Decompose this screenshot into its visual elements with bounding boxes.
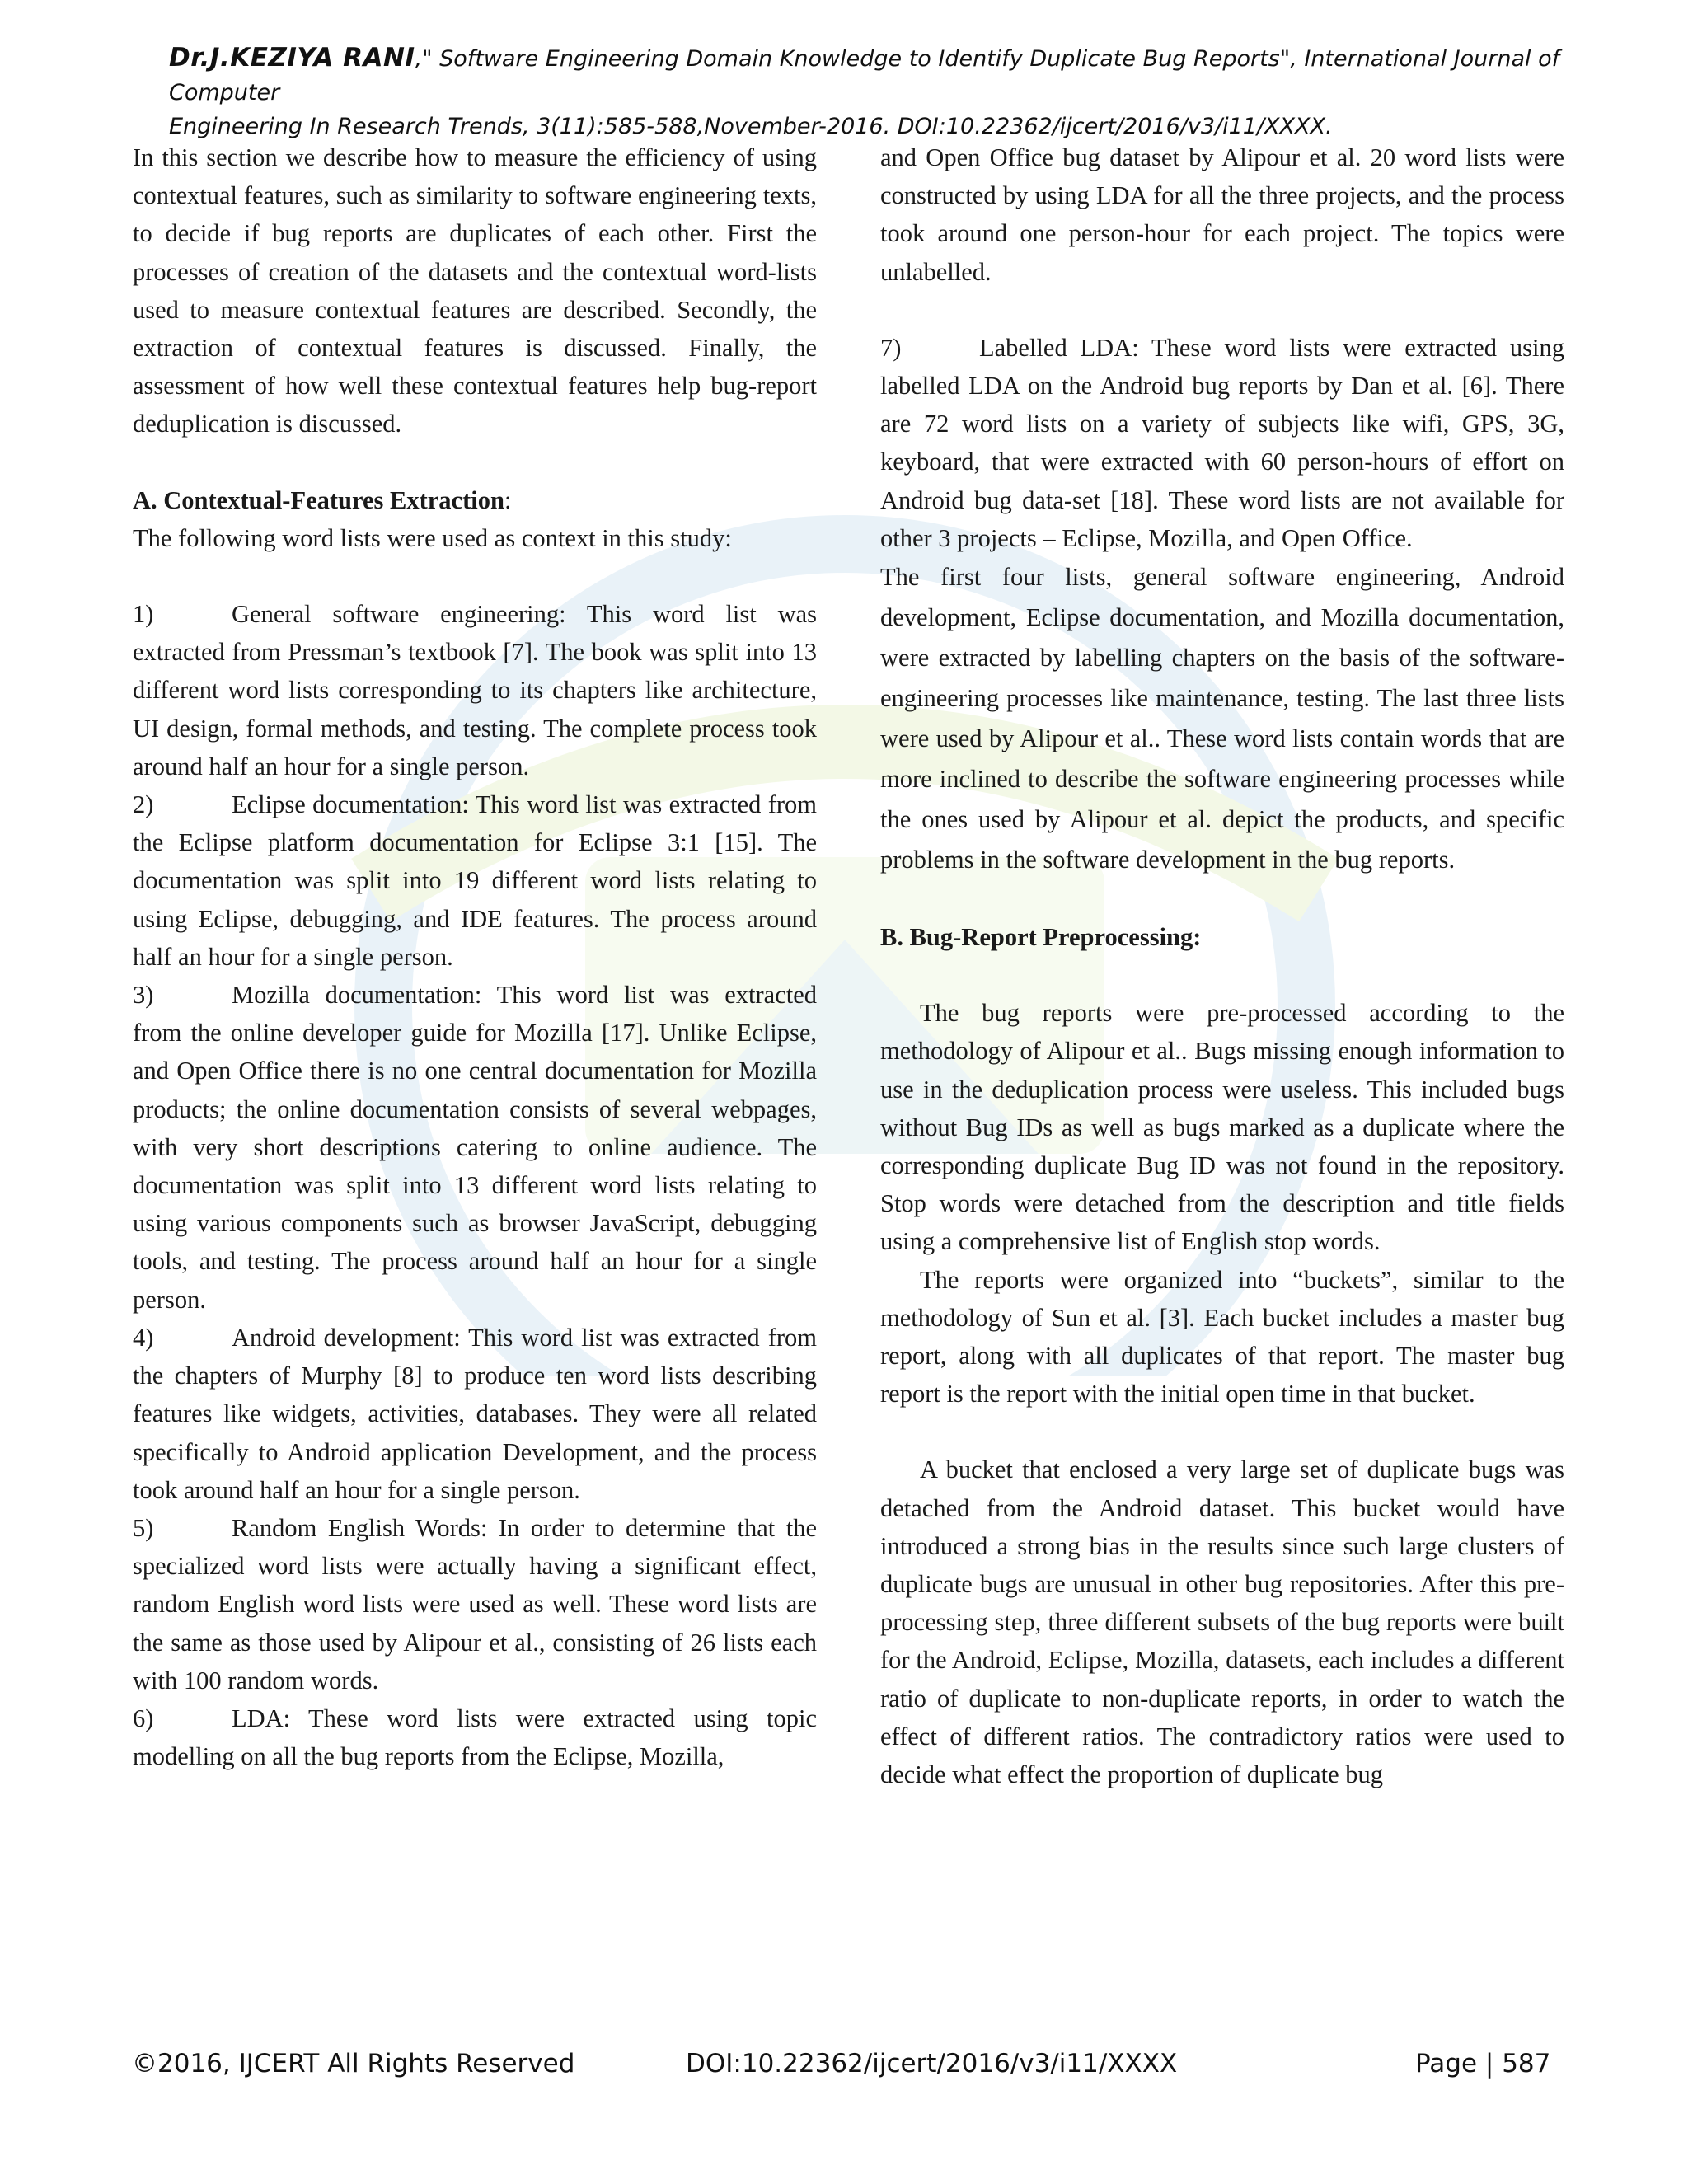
intro-paragraph: In this section we describe how to measure the efficiency of using contextual features, such as similarity to software engineering texts, to decide if bug reports are duplicates of each other. First the processes of creation of the datasets and the contextual word-lists used to measure contextual features are described. Secondly, the extraction of contextual features is discussed. Finally, the assessment of how well these contextual features help bug-report deduplication is discussed. (133, 143, 817, 438)
list-item-text: General software engineering: This word list was extracted from Pressman’s textbook [7]. The book was split into 13 different word lists corresponding to its chapters like architecture, UI design, formal methods, and testing. The complete process took around half an hour for a single person. (133, 600, 817, 780)
header-line-1 (169, 41, 1595, 110)
running-header (169, 41, 1595, 143)
list-item-3 (133, 976, 817, 1319)
list-item-text: Random English Words: In order to determine that the specialized word lists were actually having a significant effect, random English word lists were used as well. These word lists are the same as those used by Alipour et al., consisting of 26 lists each with 100 random words. (133, 1513, 817, 1694)
section-a-heading-line (133, 481, 817, 519)
list-item-5 (133, 1509, 817, 1699)
list-item-number: 5) (133, 1513, 154, 1542)
header-citation-1: ," Software Engineering Domain Knowledge to Identify Duplicate Bug Reports", International Journal of Computer (169, 46, 1560, 105)
header-citation-2: Engineering In Research Trends, 3(11):585-588,November-2016. DOI:10.22362/ijcert/2016/v3/i11/XXXX. (169, 114, 1333, 139)
list-item-text: LDA: These word lists were extracted using topic modelling on all the bug reports from the Eclipse, Mozilla, (133, 1704, 817, 1771)
list-item-number: 1) (133, 600, 154, 629)
section-a-heading: A. Contextual-Features Extraction (133, 485, 504, 514)
section-a-colon: : (504, 485, 512, 514)
preprocessing-paragraph-2: The reports were organized into “buckets”, similar to the methodology of Sun et al. [3]. Each bucket includes a master bug report, along with all duplicates of that report. The master bug report is the report with the initial open time in that bucket. (880, 1265, 1564, 1408)
footer-doi: DOI:10.22362/ijcert/2016/v3/i11/XXXX (686, 2049, 1178, 2079)
footer-page-number: Page | 587 (1415, 2049, 1551, 2079)
left-column (133, 138, 817, 1775)
list-item-2 (133, 785, 817, 976)
list-item-text: Android development: This word list was extracted from the chapters of Murphy [8] to produce ten word lists describing features like widgets, activities, databases. They were all related specifically to Android application Development, and the process took around half an hour for a single person. (133, 1323, 817, 1504)
section-b-heading: B. Bug-Report Preprocessing: (880, 923, 1202, 952)
list-item-number: 3) (133, 981, 154, 1010)
list-item-6 (133, 1699, 817, 1775)
page-footer (132, 2049, 1550, 2085)
list-item-number: 4) (133, 1323, 154, 1352)
list-item-7 (880, 329, 1564, 557)
list-item-number: 7) (880, 333, 902, 362)
list-item-6-continued: and Open Office bug dataset by Alipour et al. 20 word lists were constructed by using LDA for all the three projects, and the process took around one person-hour for each project. The topics were unlabelled. (880, 143, 1564, 286)
list-item-text: Mozilla documentation: This word list was extracted from the online developer guide for Mozilla [17]. Unlike Eclipse, and Open Office there is no one central documentation for Mozilla products; the online documentation consists of several webpages, with very short descriptions catering to online audience. The documentation was split into 13 different word lists relating to using various components such as browser JavaScript, debugging tools, and testing. The process around half an hour for a single person. (133, 981, 817, 1314)
right-column (880, 138, 1564, 1793)
list-item-text: Labelled LDA: These word lists were extracted using labelled LDA on the Android bug reports by Dan et al. [6]. There are 72 word lists on a variety of subjects like wifi, GPS, 3G, keyboard, that were extracted with 60 person-hours of effort on Android bug data-set [18]. These word lists are not available for other 3 projects – Eclipse, Mozilla, and Open Office. (880, 333, 1564, 552)
header-author: Dr.J.KEZIYA RANI (169, 43, 415, 73)
list-item-4 (133, 1319, 817, 1509)
preprocessing-paragraph-1: The bug reports were pre-processed according to the methodology of Alipour et al.. Bugs missing enough information to use in the deduplication process were useless. This included bugs without Bug IDs as well as bugs marked as a duplicate where the corresponding duplicate Bug ID was not found in the repository. Stop words were detached from the description and title fields using a comprehensive list of English stop words. (880, 999, 1564, 1256)
list-item-number: 6) (133, 1704, 154, 1732)
preprocessing-paragraph-3: A bucket that enclosed a very large set of duplicate bugs was detached from the Android dataset. This bucket would have introduced a strong bias in the results since such large clusters of duplicate bugs are unusual in other bug repositories. After this pre-processing step, three different subsets of the bug reports were built for the Android, Eclipse, Mozilla, datasets, each includes a different ratio of duplicate to non-duplicate reports, in order to watch the effect of different ratios. The contradictory ratios were used to decide what effect the proportion of duplicate bug (880, 1455, 1564, 1789)
word-lists-summary: The first four lists, general software engineering, Android development, Eclipse documentation, and Mozilla documentation, were extracted by labelling chapters on the basis of the software-engineering processes like maintenance, testing. The last three lists were used by Alipour et al.. These word lists contain words that are more inclined to describe the software engineering processes while the ones used by Alipour et al. depict the products, and specific problems in the software development in the bug reports. (880, 563, 1564, 874)
list-item-1 (133, 595, 817, 785)
footer-copyright: ©2016, IJCERT All Rights Reserved (132, 2049, 575, 2079)
list-item-text: Eclipse documentation: This word list was extracted from the Eclipse platform documentation for Eclipse 3:1 [15]. The documentation was split into 19 different word lists relating to using Eclipse, debugging, and IDE features. The process around half an hour for a single person. (133, 790, 817, 971)
list-item-number: 2) (133, 790, 154, 819)
section-a-lead: The following word lists were used as context in this study: (133, 523, 732, 552)
